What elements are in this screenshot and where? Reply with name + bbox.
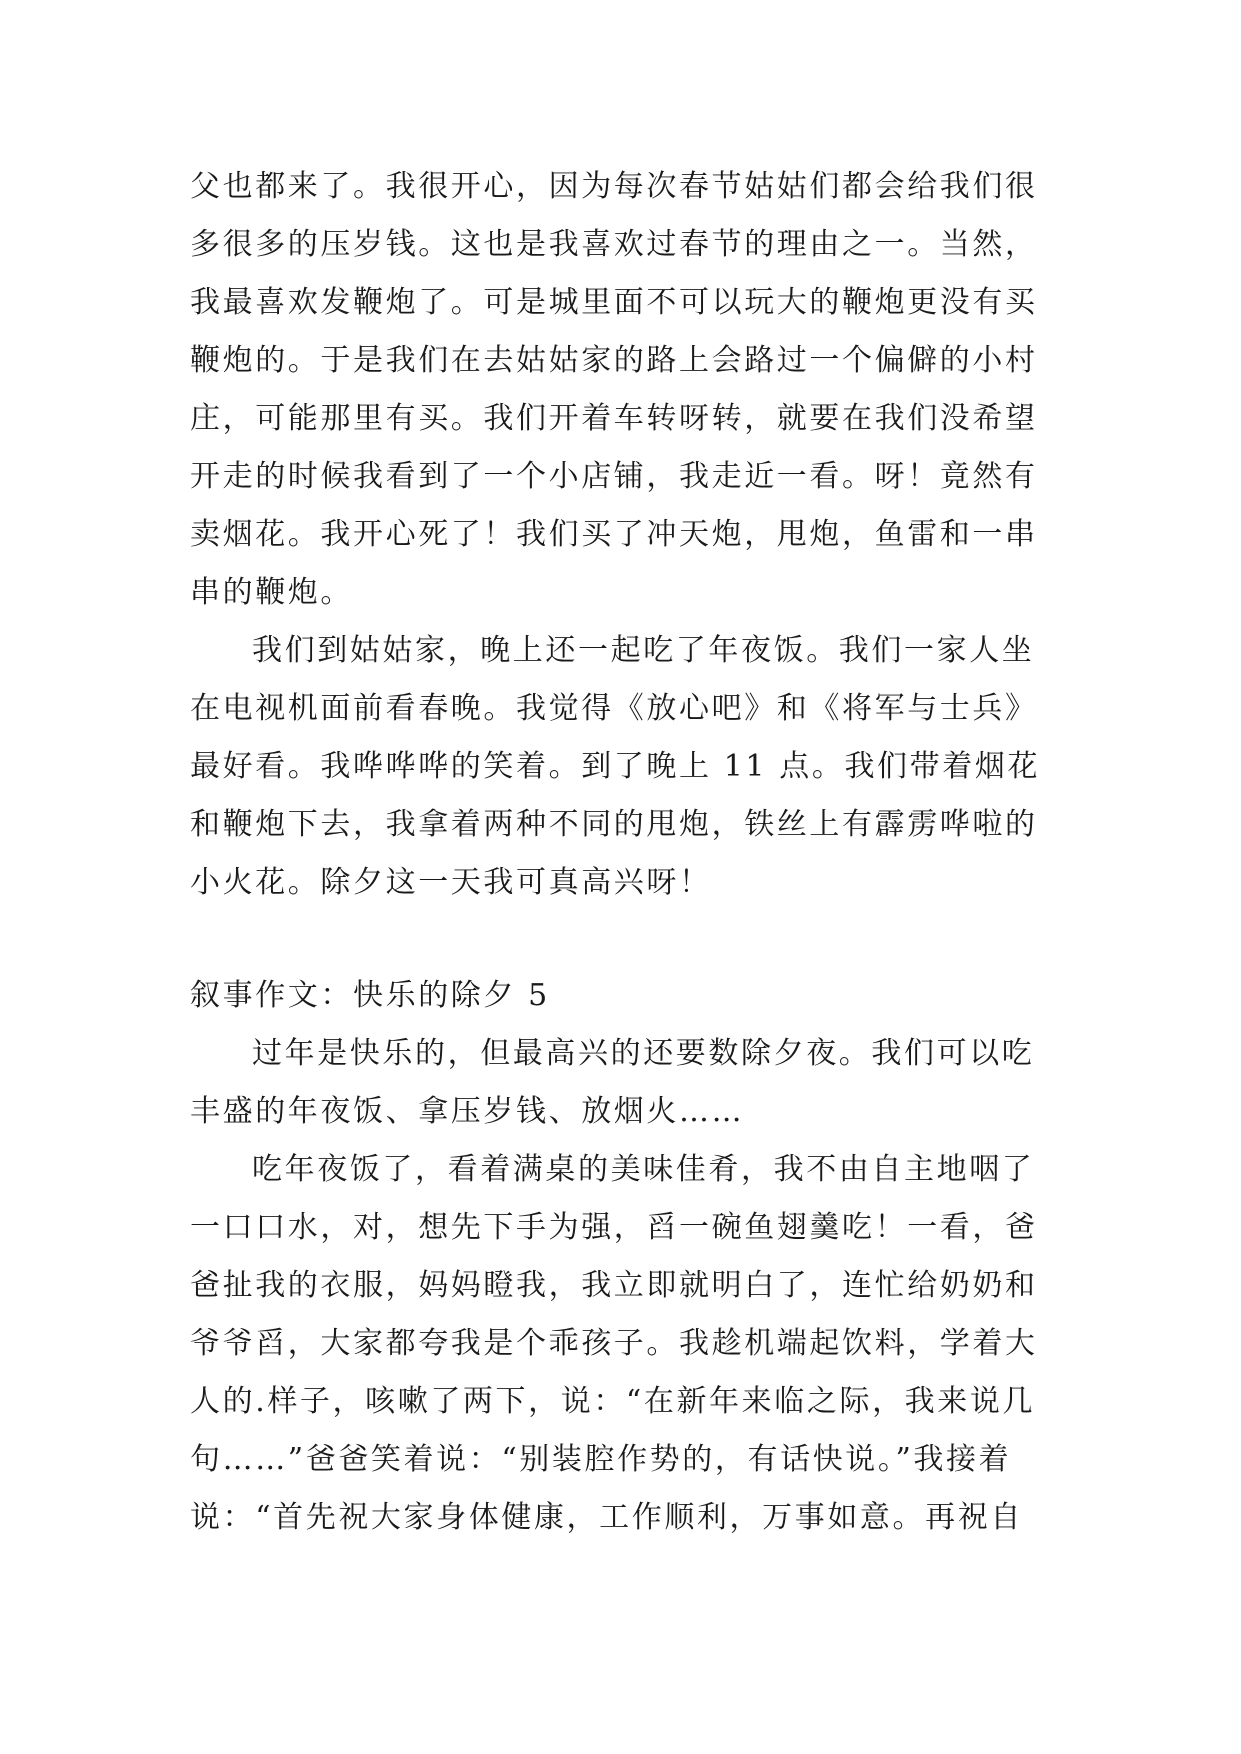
text-line: 在电视机面前看春晚。我觉得《放心吧》和《将军与士兵》	[190, 691, 1038, 726]
text-line: 我们到姑姑家，晚上还一起吃了年夜饭。我们一家人坐	[252, 633, 1035, 668]
text-line: 鞭炮的。于是我们在去姑姑家的路上会路过一个偏僻的小村	[190, 343, 1038, 378]
text-line: 我最喜欢发鞭炮了。可是城里面不可以玩大的鞭炮更没有买	[190, 285, 1038, 320]
text-line: 庄，可能那里有买。我们开着车转呀转，就要在我们没希望	[190, 401, 1038, 436]
text-line: 小火花。除夕这一天我可真高兴呀！	[190, 865, 712, 900]
paragraph-dinner	[190, 1141, 1060, 1547]
text-line: 过年是快乐的，但最高兴的还要数除夕夜。我们可以吃	[252, 1036, 1035, 1071]
section-title: 叙事作文：快乐的除夕 5	[190, 978, 550, 1013]
text-line: 最好看。我哗哗哗的笑着。到了晚上 11 点。我们带着烟花	[190, 749, 1041, 784]
text-line: 说：“首先祝大家身体健康，工作顺利，万事如意。再祝自	[190, 1500, 1023, 1535]
text-line: 和鞭炮下去，我拿着两种不同的甩炮，铁丝上有霹雳哗啦的	[190, 807, 1038, 842]
text-line: 吃年夜饭了，看着满桌的美味佳肴，我不由自主地咽了	[252, 1152, 1035, 1187]
text-line: 卖烟花。我开心死了！我们买了冲天炮，甩炮，鱼雷和一串	[190, 517, 1038, 552]
paragraph-continuation	[190, 158, 1060, 622]
text-line: 爷爷舀，大家都夸我是个乖孩子。我趁机端起饮料，学着大	[190, 1326, 1038, 1361]
text-line: 一口口水，对，想先下手为强，舀一碗鱼翅羹吃！一看，爸	[190, 1210, 1038, 1245]
text-line: 丰盛的年夜饭、拿压岁钱、放烟火……	[190, 1094, 745, 1129]
text-line: 句……”爸爸笑着说：“别装腔作势的，有话快说。”我接着	[190, 1442, 1012, 1477]
text-line: 开走的时候我看到了一个小店铺，我走近一看。呀！竟然有	[190, 459, 1038, 494]
paragraph-intro	[190, 1025, 1060, 1141]
text-line: 父也都来了。我很开心，因为每次春节姑姑们都会给我们很	[190, 169, 1038, 204]
text-line: 串的鞭炮。	[190, 575, 353, 610]
text-line: 人的.样子，咳嗽了两下，说：“在新年来临之际，我来说几	[190, 1384, 1036, 1419]
section-gap	[190, 912, 1060, 967]
text-line: 多很多的压岁钱。这也是我喜欢过春节的理由之一。当然，	[190, 227, 1038, 262]
text-line: 爸扯我的衣服，妈妈瞪我，我立即就明白了，连忙给奶奶和	[190, 1268, 1038, 1303]
paragraph-new-year-eve	[190, 622, 1060, 912]
document-body	[190, 158, 1060, 1547]
